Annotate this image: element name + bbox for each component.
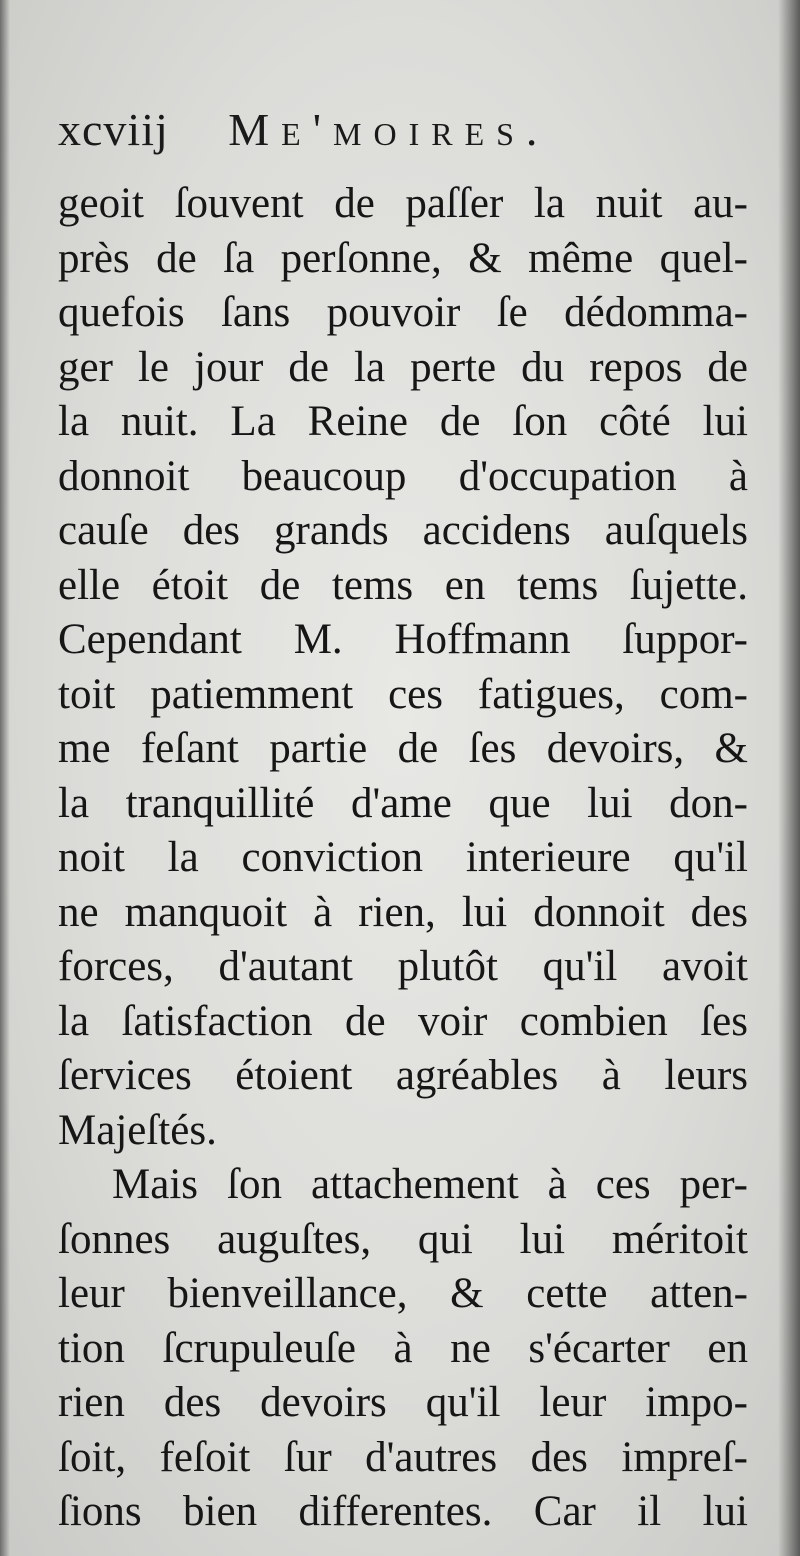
text-line: tion ſcrupuleuſe à ne s'écarter en bbox=[58, 1324, 748, 1372]
body-text bbox=[58, 177, 748, 1540]
page-header bbox=[58, 100, 758, 160]
text-line: ſervices étoient agréables à leurs bbox=[58, 1052, 748, 1099]
text-line: donnoit beaucoup d'occupation à bbox=[58, 452, 748, 500]
text-line: ſions bien differentes. Car il lui bbox=[58, 1488, 748, 1535]
text-line: la tranquillité d'ame que lui don- bbox=[58, 779, 748, 827]
text-line: rien des devoirs qu'il leur impo- bbox=[58, 1379, 748, 1426]
page-number: xcviij bbox=[58, 104, 169, 155]
text-line: Mais ſon attachement à ces per- bbox=[112, 1161, 748, 1208]
text-line: Cependant M. Hoffmann ſuppor- bbox=[58, 616, 748, 663]
text-line: près de ſa perſonne, & même quel- bbox=[58, 234, 748, 282]
text-line: ſonnes auguſtes, qui lui méritoit bbox=[58, 1215, 748, 1263]
paragraph-2 bbox=[58, 1158, 748, 1540]
text-line: ſoit, feſoit ſur d'autres des impreſ- bbox=[58, 1433, 748, 1481]
text-line: elle étoit de tems en tems ſujette. bbox=[58, 561, 748, 609]
text-line: me feſant partie de ſes devoirs, & bbox=[58, 725, 748, 772]
running-title: Me'moires. bbox=[228, 104, 550, 155]
text-line: Majeſtés. bbox=[58, 1106, 217, 1154]
text-line: quefois ſans pouvoir ſe dédomma- bbox=[58, 289, 748, 336]
text-line: ne manquoit à rien, lui donnoit des bbox=[58, 888, 748, 936]
text-line: noit la conviction interieure qu'il bbox=[58, 834, 748, 881]
paragraph-1 bbox=[58, 177, 748, 1158]
text-line: toit patiemment ces fatigues, com- bbox=[58, 670, 748, 718]
text-line: ger le jour de la perte du repos de bbox=[58, 343, 748, 391]
text-line: forces, d'autant plutôt qu'il avoit bbox=[58, 943, 748, 990]
text-line: la ſatisfaction de voir combien ſes bbox=[58, 997, 748, 1045]
text-line: cauſe des grands accidens auſquels bbox=[58, 507, 748, 554]
text-line: la nuit. La Reine de ſon côté lui bbox=[58, 398, 748, 445]
text-line: geoit ſouvent de paſſer la nuit au- bbox=[58, 180, 748, 227]
text-line: leur bienveillance, & cette atten- bbox=[58, 1270, 748, 1317]
